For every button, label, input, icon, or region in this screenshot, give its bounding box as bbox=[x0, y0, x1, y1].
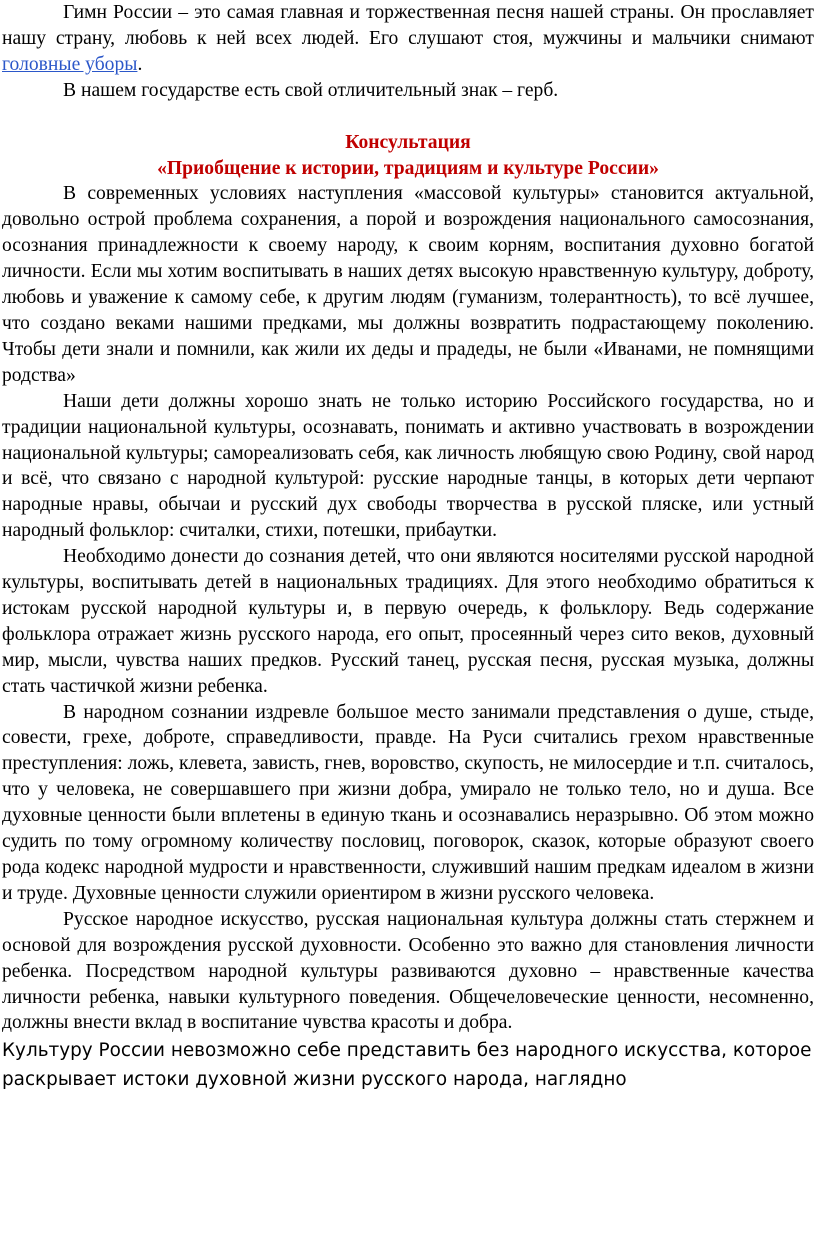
emblem-paragraph: В нашем государстве есть свой отличительный знак – герб. bbox=[63, 79, 559, 101]
spacer bbox=[2, 104, 814, 130]
anthem-text-end: . bbox=[137, 53, 143, 75]
anthem-paragraph bbox=[2, 0, 814, 78]
closing-paragraph: Культуру России невозможно себе представить без народного искусства, которое раскрывает истоки духовной жизни русского народа, наглядно bbox=[2, 1040, 812, 1091]
anthem-text: Гимн России – это самая главная и торжественная песня нашей страны. Он прославляет нашу страну, любовь к ней всех людей. Его слушают стоя, мужчины и мальчики снимают bbox=[2, 2, 814, 49]
body-paragraph: Русское народное искусство, русская национальная культура должны стать стержнем и основой для возрождения русской духовности. Особенно это важно для становления личности ребенка. Посредством народной культуры развиваются духовно – нравственные качества личности ребенка, навыки культурного поведения. Общечеловеческие ценности, несомненно, должны внести вклад в воспитание чувства красоты и добра. bbox=[2, 908, 814, 1034]
consultation-title: «Приобщение к истории, традициям и культуре России» bbox=[157, 157, 659, 179]
document-body bbox=[2, 0, 814, 1094]
body-paragraph: В народном сознании издревле большое место занимали представления о душе, стыде, совести, грехе, доброте, справедливости, правде. На Руси считались грехом нравственные преступления: ложь, клевета, зависть, гнев, воровство, скупость, не милосердие и т.п. считалось, что у человека, не совершавшего при жизни добра, умирало не только тело, но и душа. Все духовные ценности были вплетены в единую ткань и осознавались неразрывно. Об этом можно судить по тому огромному количеству пословиц, поговорок, сказок, которые образуют своего рода кодекс народной мудрости и нравственности, служивший нашим предкам идеалом в жизни и труде. Духовные ценности служили ориентиром в жизни русского человека. bbox=[2, 701, 814, 904]
body-paragraph: Необходимо донести до сознания детей, что они являются носителями русской народной культуры, воспитывать детей в национальных традициях. Для этого необходимо обратиться к истокам русской народной культуры и, в первую очередь, к фольклору. Ведь содержание фольклора отражает жизнь русского народа, его опыт, просеянный через сито веков, духовный мир, мысли, чувства наших предков. Русский танец, русская песня, русская музыка, должны стать частичкой жизни ребенка. bbox=[2, 546, 814, 697]
body-paragraph: Наши дети должны хорошо знать не только историю Российского государства, но и традиции национальной культуры, осознавать, понимать и активно участвовать в возрождении национальной культуры; самореализовать себя, как личность любящую свою Родину, свой народ и всё, что связано с народной культурой: русские народные танцы, в которых дети черпают народные нравы, обычаи и русский дух свободы творчества в русской пляске, или устный народный фольклор: считалки, стихи, потешки, прибаутки. bbox=[2, 390, 814, 542]
body-paragraph: В современных условиях наступления «массовой культуры» становится актуальной, довольно острой проблема сохранения, а порой и возрождения национального самосознания, осознания принадлежности к своему народу, к своим корням, воспитания духовно богатой личности. Если мы хотим воспитывать в наших детях высокую нравственную культуру, доброту, любовь и уважение к самому себе, к другим людям (гуманизм, толерантность), то всё лучшее, что создано веками нашими предками, мы должны возвратить подрастающему поколению. Чтобы дети знали и помнили, как жили их деды и прадеды, не были «Иванами, не помнящими родства» bbox=[2, 183, 814, 386]
consultation-label: Консультация bbox=[345, 131, 471, 153]
headwear-link[interactable]: головные уборы bbox=[2, 53, 138, 75]
